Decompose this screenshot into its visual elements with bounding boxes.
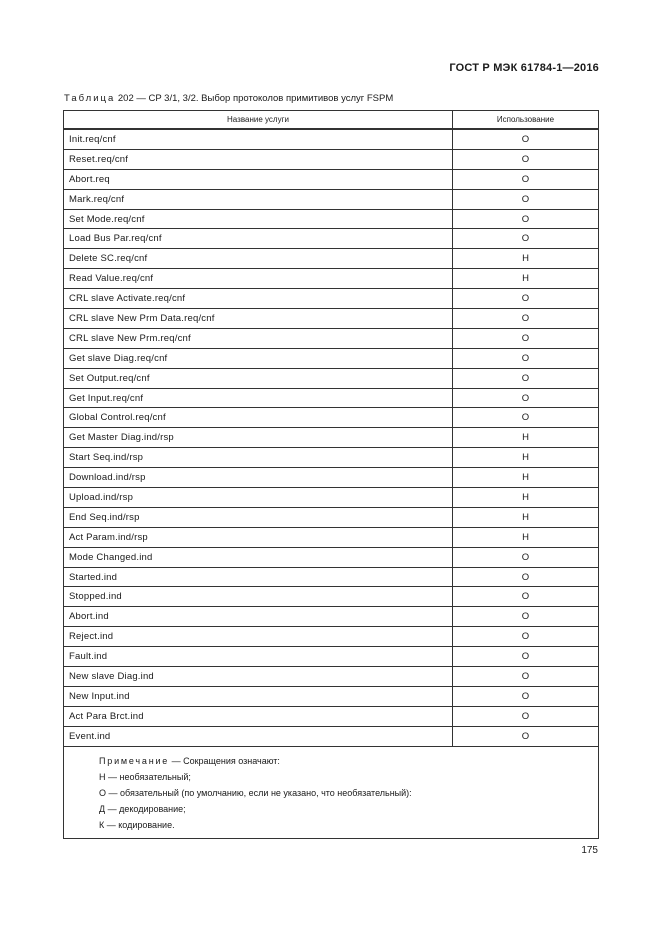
note-title: Примечание xyxy=(99,755,170,766)
service-name-cell: CRL slave New Prm.req/cnf xyxy=(64,328,453,348)
table-row xyxy=(64,706,599,726)
usage-cell: O xyxy=(453,149,599,169)
table-row xyxy=(64,189,599,209)
usage-cell: O xyxy=(453,607,599,627)
caption-text: 202 — CP 3/1, 3/2. Выбор протоколов примитивов услуг FSPM xyxy=(115,93,394,104)
table-note-row xyxy=(64,746,599,838)
usage-cell: Н xyxy=(453,249,599,269)
service-name-cell: Abort.req xyxy=(64,169,453,189)
table-row xyxy=(64,368,599,388)
usage-cell: O xyxy=(453,289,599,309)
service-name-cell: CRL slave Activate.req/cnf xyxy=(64,289,453,309)
note-heading xyxy=(99,753,598,769)
service-name-cell: New slave Diag.ind xyxy=(64,667,453,687)
column-header-usage: Использование xyxy=(453,111,599,130)
service-name-cell: Global Control.req/cnf xyxy=(64,408,453,428)
usage-cell: O xyxy=(453,309,599,329)
service-name-cell: Abort.ind xyxy=(64,607,453,627)
service-name-cell: Init.req/cnf xyxy=(64,129,453,149)
table-row xyxy=(64,269,599,289)
service-name-cell: Mode Changed.ind xyxy=(64,547,453,567)
services-table xyxy=(63,110,599,839)
table-row xyxy=(64,309,599,329)
note-intro: — Сокращения означают: xyxy=(169,755,280,766)
table-row xyxy=(64,348,599,368)
usage-cell: O xyxy=(453,408,599,428)
usage-cell: O xyxy=(453,567,599,587)
service-name-cell: Get Input.req/cnf xyxy=(64,388,453,408)
column-header-service-name: Название услуги xyxy=(64,111,453,130)
table-row xyxy=(64,289,599,309)
page-number: 175 xyxy=(581,845,598,856)
table-row xyxy=(64,667,599,687)
usage-cell: O xyxy=(453,229,599,249)
usage-cell: O xyxy=(453,547,599,567)
table-row xyxy=(64,726,599,746)
usage-cell: O xyxy=(453,169,599,189)
service-name-cell: Upload.ind/rsp xyxy=(64,488,453,508)
table-row xyxy=(64,149,599,169)
usage-cell: Н xyxy=(453,468,599,488)
service-name-cell: Event.ind xyxy=(64,726,453,746)
table-row xyxy=(64,129,599,149)
note-line: Н — необязательный; xyxy=(99,771,191,782)
service-name-cell: Fault.ind xyxy=(64,647,453,667)
table-note xyxy=(64,746,599,838)
table-caption xyxy=(64,93,393,104)
service-name-cell: Get slave Diag.req/cnf xyxy=(64,348,453,368)
usage-cell: O xyxy=(453,388,599,408)
table-row xyxy=(64,686,599,706)
table-row xyxy=(64,328,599,348)
table-header-row xyxy=(64,111,599,130)
table-body xyxy=(64,129,599,838)
usage-cell: Н xyxy=(453,269,599,289)
note-line: О — обязательный (по умолчанию, если не указано, что необязательный): xyxy=(99,788,412,799)
table-row xyxy=(64,249,599,269)
service-name-cell: Act Param.ind/rsp xyxy=(64,527,453,547)
service-name-cell: Act Para Brct.ind xyxy=(64,706,453,726)
usage-cell: O xyxy=(453,328,599,348)
service-name-cell: Reject.ind xyxy=(64,627,453,647)
usage-cell: Н xyxy=(453,448,599,468)
table-row xyxy=(64,567,599,587)
table-row xyxy=(64,488,599,508)
table-row xyxy=(64,647,599,667)
table-row xyxy=(64,229,599,249)
service-name-cell: Delete SC.req/cnf xyxy=(64,249,453,269)
usage-cell: O xyxy=(453,189,599,209)
usage-cell: O xyxy=(453,209,599,229)
table-row xyxy=(64,627,599,647)
table-row xyxy=(64,468,599,488)
table-row xyxy=(64,388,599,408)
usage-cell: O xyxy=(453,627,599,647)
service-name-cell: New Input.ind xyxy=(64,686,453,706)
usage-cell: Н xyxy=(453,428,599,448)
service-name-cell: Start Seq.ind/rsp xyxy=(64,448,453,468)
document-header: ГОСТ Р МЭК 61784-1—2016 xyxy=(449,62,599,74)
note-line: К — кодирование. xyxy=(99,820,175,831)
service-name-cell: Download.ind/rsp xyxy=(64,468,453,488)
usage-cell: O xyxy=(453,706,599,726)
table-row xyxy=(64,527,599,547)
service-name-cell: Stopped.ind xyxy=(64,587,453,607)
caption-prefix: Таблица xyxy=(64,93,116,104)
usage-cell: O xyxy=(453,129,599,149)
usage-cell: O xyxy=(453,368,599,388)
usage-cell: O xyxy=(453,726,599,746)
service-name-cell: Reset.req/cnf xyxy=(64,149,453,169)
service-name-cell: Set Output.req/cnf xyxy=(64,368,453,388)
table-row xyxy=(64,448,599,468)
service-name-cell: Started.ind xyxy=(64,567,453,587)
note-line: Д — декодирование; xyxy=(99,804,186,815)
table-row xyxy=(64,209,599,229)
service-name-cell: Set Mode.req/cnf xyxy=(64,209,453,229)
service-name-cell: End Seq.ind/rsp xyxy=(64,507,453,527)
usage-cell: Н xyxy=(453,527,599,547)
usage-cell: O xyxy=(453,686,599,706)
service-name-cell: Load Bus Par.req/cnf xyxy=(64,229,453,249)
usage-cell: O xyxy=(453,587,599,607)
service-name-cell: Mark.req/cnf xyxy=(64,189,453,209)
usage-cell: O xyxy=(453,647,599,667)
usage-cell: O xyxy=(453,667,599,687)
service-name-cell: CRL slave New Prm Data.req/cnf xyxy=(64,309,453,329)
usage-cell: O xyxy=(453,348,599,368)
usage-cell: Н xyxy=(453,507,599,527)
table-row xyxy=(64,408,599,428)
table-row xyxy=(64,428,599,448)
usage-cell: Н xyxy=(453,488,599,508)
table-row xyxy=(64,607,599,627)
table-row xyxy=(64,547,599,567)
service-name-cell: Read Value.req/cnf xyxy=(64,269,453,289)
table-row xyxy=(64,587,599,607)
table-row xyxy=(64,507,599,527)
service-name-cell: Get Master Diag.ind/rsp xyxy=(64,428,453,448)
table-row xyxy=(64,169,599,189)
